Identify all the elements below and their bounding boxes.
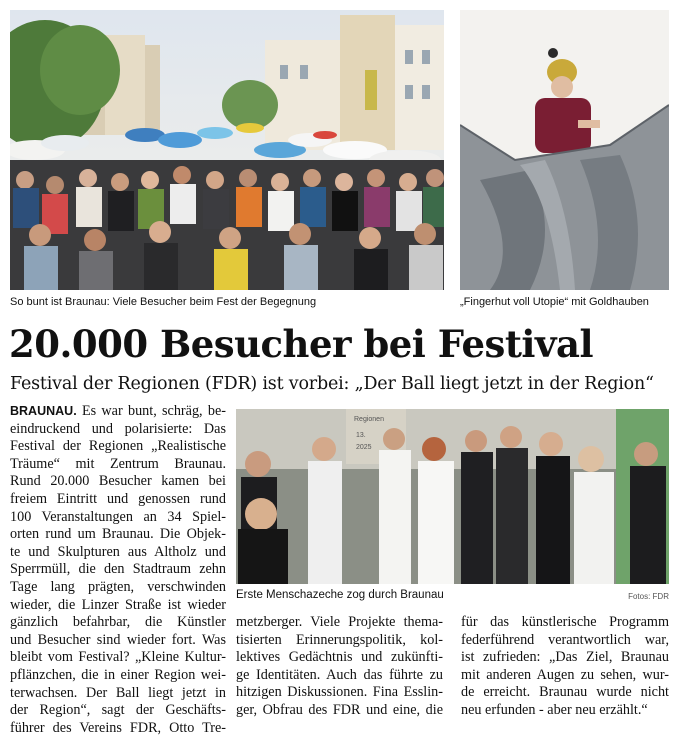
sign-text-3: 2025 bbox=[356, 444, 372, 451]
text-line: ge Identitäten. Auch das führte zu bbox=[236, 666, 443, 683]
text-line: Festival der Regionen „Realistische bbox=[10, 438, 226, 455]
photo-menschazeche bbox=[236, 409, 669, 584]
text-line: te und Skulpturen aus Altholz und bbox=[10, 543, 226, 560]
text-line: metzberger. Viele Projekte thema- bbox=[236, 614, 443, 630]
text-line: pflänzchen, die in einer Region wei- bbox=[10, 666, 226, 683]
text-line: wieder, die Linzer Straße ist wieder bbox=[10, 596, 226, 613]
article-dateline: BRAUNAU. bbox=[10, 404, 77, 418]
article-subheadline: Festival der Regionen (FDR) ist vorbei: „Der Ball liegt jetzt in der Region“ bbox=[10, 374, 654, 394]
text-line: 100 Veranstaltungen an 34 Spiel- bbox=[10, 508, 226, 525]
text-line: tisierten Erinnerungspolitik, kol- bbox=[236, 631, 443, 648]
text-line: Tage lang prägten, verschwinden bbox=[10, 578, 226, 595]
goldhauben-image bbox=[460, 10, 669, 290]
photo-street-festival bbox=[10, 10, 444, 290]
text-line: mit anderen Augen zu sehen, wur- bbox=[461, 666, 669, 683]
text-line: bleibt vom Festival? „Kleine Kultur- bbox=[10, 649, 226, 666]
text-line: eindruckend und polarisierte: Das bbox=[10, 420, 226, 437]
text-line: federführend verantwortlich war, bbox=[461, 631, 669, 648]
text-line: lektives Gedächtnis und zukünfti- bbox=[236, 649, 443, 666]
text-line: neu erfunden - aber neu erzählt.“ bbox=[461, 701, 648, 718]
sign-text-1: Regionen bbox=[354, 416, 384, 423]
photo-caption-menschazeche: Erste Menschazeche zog durch Braunau bbox=[236, 589, 444, 601]
text-line: für das künstlerische Programm bbox=[461, 614, 669, 630]
photo-caption-street: So bunt ist Braunau: Viele Besucher beim Fest der Begegnung bbox=[10, 296, 317, 308]
text-line: freiem Eintritt und genossen rund bbox=[10, 490, 226, 507]
text-line: Rund 20.000 Besucher kamen bei bbox=[10, 473, 226, 490]
article-headline: 20.000 Besucher bei Festival bbox=[9, 322, 594, 366]
menschazeche-image bbox=[236, 409, 669, 584]
text-line: führer des Vereins FDR, Otto Tre- bbox=[10, 719, 226, 736]
text-line: terwachsen. Der Ball liegt jetzt in bbox=[10, 684, 226, 701]
sign-text-2: 13. bbox=[356, 432, 366, 439]
text-line: BRAUNAU. Es war bunt, schräg, be- bbox=[10, 403, 226, 419]
photo-credit: Fotos: FDR bbox=[628, 592, 669, 601]
text-line: ger, Obfrau des FDR und eine, die bbox=[236, 701, 443, 718]
article-column-3 bbox=[461, 614, 669, 720]
text-line: gänzlich befahrbar, die Künstler bbox=[10, 614, 226, 631]
text-line: hitzigen Diskussionen. Fina Esslin- bbox=[236, 684, 443, 701]
text-line: der Region“, sagt der Geschäfts- bbox=[10, 702, 226, 719]
article-column-2 bbox=[236, 614, 443, 720]
photo-caption-goldhauben: „Fingerhut voll Utopie“ mit Goldhauben bbox=[460, 296, 649, 308]
text-line: ist zufrieden: „Das Ziel, Braunau bbox=[461, 649, 669, 666]
text-line: Träume“ mit Zentrum Braunau. bbox=[10, 455, 226, 472]
text-line: Sperrmüll, die den Stadtraum zehn bbox=[10, 561, 226, 578]
text-line: orten rund um Braunau. Die Objek- bbox=[10, 526, 226, 543]
street-festival-image bbox=[10, 10, 444, 290]
photo-goldhauben bbox=[460, 10, 669, 290]
article-column-1 bbox=[10, 403, 226, 737]
text-line: und Besucher sind wieder fort. Was bbox=[10, 631, 226, 648]
text-line: de erreicht. Braunau wurde nicht bbox=[461, 684, 669, 701]
